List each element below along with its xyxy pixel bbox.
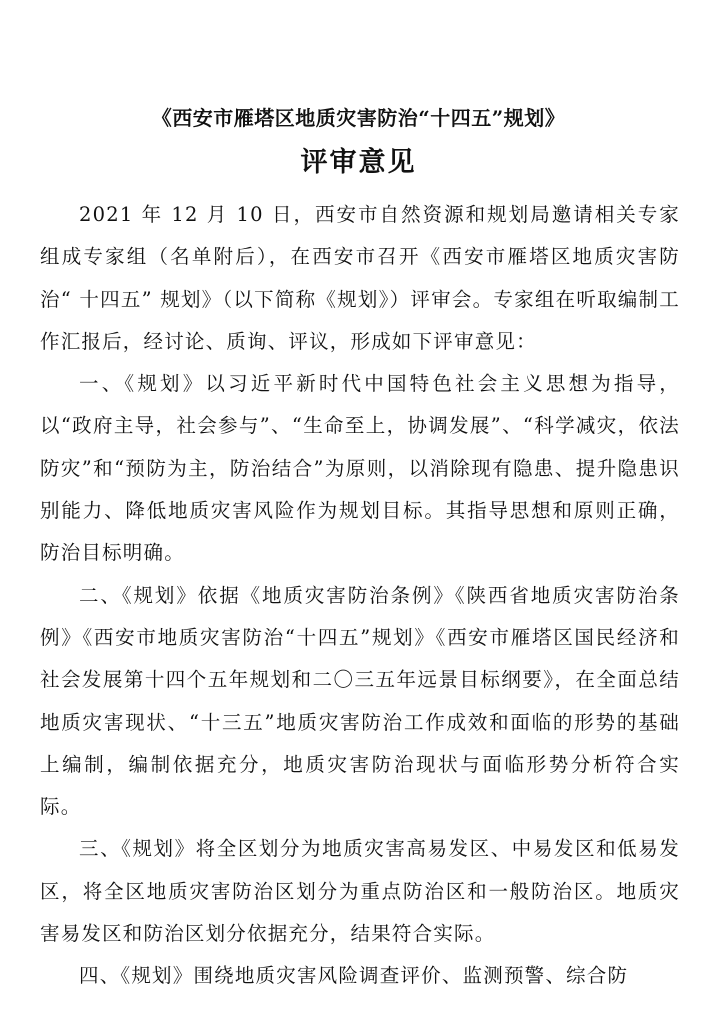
document-body (40, 194, 680, 998)
document-title: 《西安市雁塔区地质灾害防治“十四五”规划》 (151, 106, 566, 130)
paragraph-intro: 2021 年 12 月 10 日，西安市自然资源和规划局邀请相关专家组成专家组（名单附后），在西安市召开《西安市雁塔区地质灾害防治“ 十四五” 规划》（以下简称《规划》）评审会。专家组在听取编制工作汇报后，经讨论、质询、评议，形成如下评审意见： (40, 203, 680, 353)
paragraph-opinion-3: 三、《规划》将全区划分为地质灾害高易发区、中易发区和低易发区，将全区地质灾害防治区划分为重点防治区和一般防治区。地质灾害易发区和防治区划分依据充分，结果符合实际。 (40, 837, 680, 946)
paragraph-opinion-1: 一、《规划》以习近平新时代中国特色社会主义思想为指导，以“政府主导，社会参与”、“生命至上，协调发展”、“科学减灾，依法防灾”和“预防为主，防治结合”为原则，以消除现有隐患、提升隐患识别能力、降低地质灾害风险作为规划目标。其指导思想和原则正确，防治目标明确。 (40, 372, 680, 565)
paragraph-opinion-4: 四、《规划》围绕地质灾害风险调查评价、监测预警、综合防 (79, 964, 629, 988)
document-subtitle: 评审意见 (300, 147, 417, 178)
paragraph-opinion-2: 二、《规划》依据《地质灾害防治条例》《陕西省地质灾害防治条例》《西安市地质灾害防治“十四五”规划》《西安市雁塔区国民经济和社会发展第十四个五年规划和二〇三五年远景目标纲要》，在全面总结地质灾害现状、“十三五”地质灾害防治工作成效和面临的形势的基础上编制，编制依据充分，地质灾害防治现状与面临形势分析符合实际。 (40, 583, 680, 819)
